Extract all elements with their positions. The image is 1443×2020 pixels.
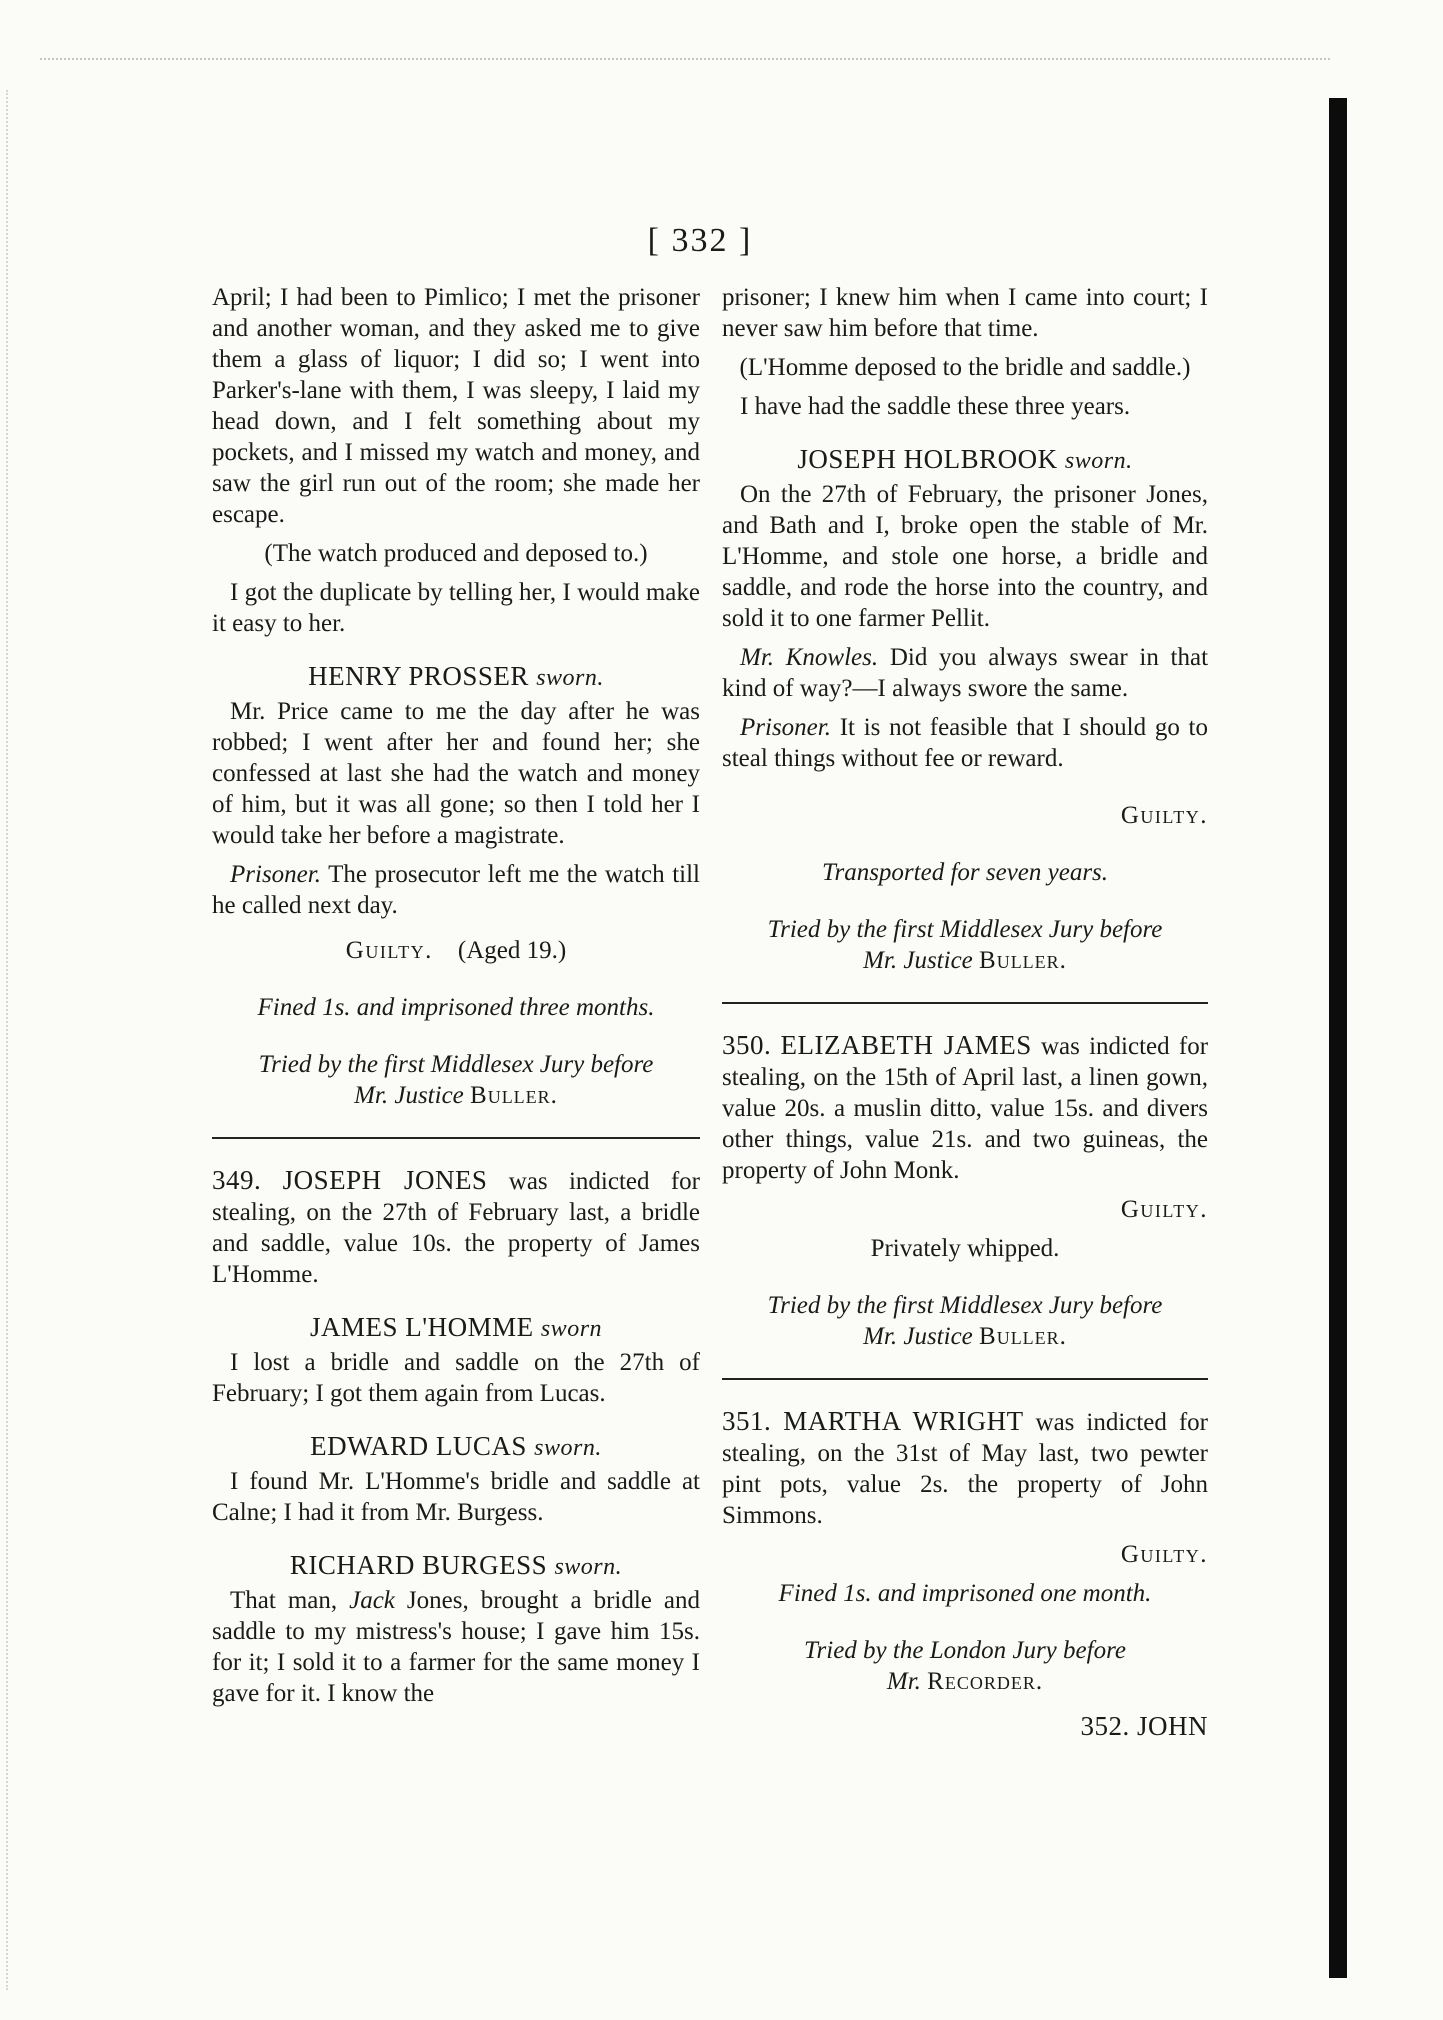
case-number: 351.	[722, 1406, 772, 1436]
judge-name: Buller.	[470, 1082, 558, 1109]
left-column	[212, 282, 700, 1717]
prisoner-statement	[212, 859, 700, 921]
sworn-label: sworn.	[1064, 448, 1133, 474]
lucas-testimony: I found Mr. L'Homme's bridle and saddle at Calne; I had it from Mr. Burgess.	[212, 1468, 700, 1526]
speaker-label: Mr. Knowles.	[740, 644, 879, 671]
holbrook-testimony: On the 27th of February, the prisoner Jones, and Bath and I, broke open the stable of Mr. L'Homme, and stole one horse, a bridle and saddle, and rode the horse into the country, and sold it to one farmer Pellit.	[722, 481, 1208, 632]
case-number: 349.	[212, 1165, 262, 1195]
burgess-testimony	[212, 1585, 700, 1709]
sworn-label: sworn.	[554, 1554, 623, 1580]
tried-line-2	[722, 1666, 1208, 1697]
watch-produced-note: (The watch produced and deposed to.)	[264, 540, 648, 567]
section-divider	[722, 1002, 1208, 1004]
verdict-line	[212, 935, 700, 966]
catchword: 352. JOHN	[1080, 1711, 1208, 1741]
case-349-indictment	[212, 1165, 700, 1290]
indictment-text: was indicted for stealing, on the 15th of April last, a linen gown, value 20s. a muslin ditto, value 15s. and divers other things, value 21s. and two guineas, the property of John Monk.	[722, 1033, 1209, 1184]
sworn-label: sworn	[540, 1316, 603, 1342]
statement-text: The prosecutor left me the watch till he called next day.	[212, 861, 700, 919]
lhomme-testimony: I lost a bridle and saddle on the 27th of February; I got them again from Lucas.	[212, 1349, 700, 1407]
defendant-name: ELIZABETH JAMES	[780, 1030, 1032, 1060]
judge-title: Mr. Justice	[863, 947, 973, 974]
witness-heading-lucas	[212, 1431, 700, 1464]
judge-title: Mr.	[886, 1668, 921, 1695]
section-divider	[212, 1137, 700, 1139]
tried-line-1: Tried by the first Middlesex Jury before	[258, 1051, 654, 1078]
sentence: Privately whipped.	[870, 1235, 1060, 1262]
witness-name: RICHARD BURGESS	[289, 1550, 548, 1580]
testimony-text: Jones, brought a bridle and saddle to my mistress's house; I gave him 15s. for it; I sold it to a farmer for the same money I gave for it. I know the	[212, 1587, 700, 1707]
tried-line-2	[722, 1321, 1208, 1352]
witness-heading-holbrook	[722, 444, 1208, 477]
age-note: (Aged 19.)	[457, 937, 567, 964]
verdict: Guilty.	[1120, 1541, 1208, 1568]
statement-text: It is not feasible that I should go to steal things without fee or reward.	[722, 714, 1208, 772]
prisoner-statement	[722, 712, 1208, 774]
opening-paragraph: April; I had been to Pimlico; I met the prisoner and another woman, and they asked me to give them a glass of liquor; I did so; I went into Parker's-lane with them, I was sleepy, I laid my head down, and I felt something about my pockets, and I missed my watch and money, and saw the girl run out of the room; she made her escape.	[212, 284, 700, 528]
tried-line-1: Tried by the first Middlesex Jury before	[767, 916, 1163, 943]
speaker-label: Prisoner.	[230, 861, 321, 888]
witness-name: HENRY PROSSER	[308, 661, 529, 691]
judge-title: Mr. Justice	[863, 1323, 973, 1350]
sentence: Fined 1s. and imprisoned one month.	[778, 1580, 1152, 1607]
tried-line-2	[212, 1080, 700, 1111]
indictment-text: was indicted for stealing, on the 31st of May last, two pewter pint pots, value 2s. the property of John Simmons.	[722, 1409, 1209, 1529]
case-351-indictment	[722, 1406, 1208, 1531]
witness-name: JOSEPH HOLBROOK	[797, 444, 1058, 474]
judge-name: Recorder.	[927, 1668, 1044, 1695]
witness-heading-prosser	[212, 661, 700, 694]
scan-noise-top	[40, 58, 1330, 80]
case-number: 350.	[722, 1030, 772, 1060]
witness-heading-lhomme	[212, 1312, 700, 1345]
verdict: Guilty.	[1120, 802, 1208, 829]
sworn-label: sworn.	[534, 1435, 602, 1461]
testimony-prefix: That man,	[230, 1587, 338, 1614]
page-number: [ 332 ]	[647, 222, 753, 259]
judge-name: Buller.	[979, 1323, 1067, 1350]
italic-name: Jack	[349, 1587, 395, 1614]
witness-heading-burgess	[212, 1550, 700, 1583]
question-text: Did you always swear in that kind of way?—I always swore the same.	[722, 644, 1209, 702]
section-divider	[722, 1378, 1208, 1380]
prosser-testimony: Mr. Price came to me the day after he was robbed; I went after her and found her; she confessed at last she had the watch and money of him, but it was all gone; so then I told her I would take her before a magistrate.	[212, 698, 700, 849]
tried-line-2	[722, 945, 1208, 976]
knowles-question	[722, 642, 1208, 704]
duplicate-paragraph: I got the duplicate by telling her, I would make it easy to her.	[212, 579, 700, 637]
burgess-testimony-continued: prisoner; I knew him when I came into court; I never saw him before that time.	[722, 284, 1208, 342]
sentence: Transported for seven years.	[821, 859, 1109, 886]
defendant-name: JOSEPH JONES	[282, 1165, 488, 1195]
tried-line-1: Tried by the London Jury before	[804, 1637, 1126, 1664]
witness-name: JAMES L'HOMME	[309, 1312, 534, 1342]
scan-margin-marks	[6, 90, 20, 1990]
saddle-years: I have had the saddle these three years.	[740, 393, 1131, 420]
witness-name: EDWARD LUCAS	[310, 1431, 527, 1461]
tried-line-1: Tried by the first Middlesex Jury before	[767, 1292, 1163, 1319]
verdict: Guilty.	[1120, 1196, 1208, 1223]
judge-name: Buller.	[979, 947, 1067, 974]
verdict: Guilty.	[345, 937, 433, 964]
sentence: Fined 1s. and imprisoned three months.	[257, 994, 655, 1021]
judge-title: Mr. Justice	[354, 1082, 464, 1109]
speaker-label: Prisoner.	[740, 714, 831, 741]
lhomme-deposed-note: (L'Homme deposed to the bridle and saddle.)	[739, 354, 1191, 381]
indictment-text: was indicted for stealing, on the 27th of February last, a bridle and saddle, value 10s. the property of James L'Homme.	[212, 1168, 700, 1288]
book-spine-shadow	[1329, 98, 1347, 1978]
case-350-indictment	[722, 1030, 1208, 1186]
defendant-name: MARTHA WRIGHT	[783, 1406, 1024, 1436]
sworn-label: sworn.	[536, 665, 604, 691]
right-column	[722, 282, 1208, 1750]
